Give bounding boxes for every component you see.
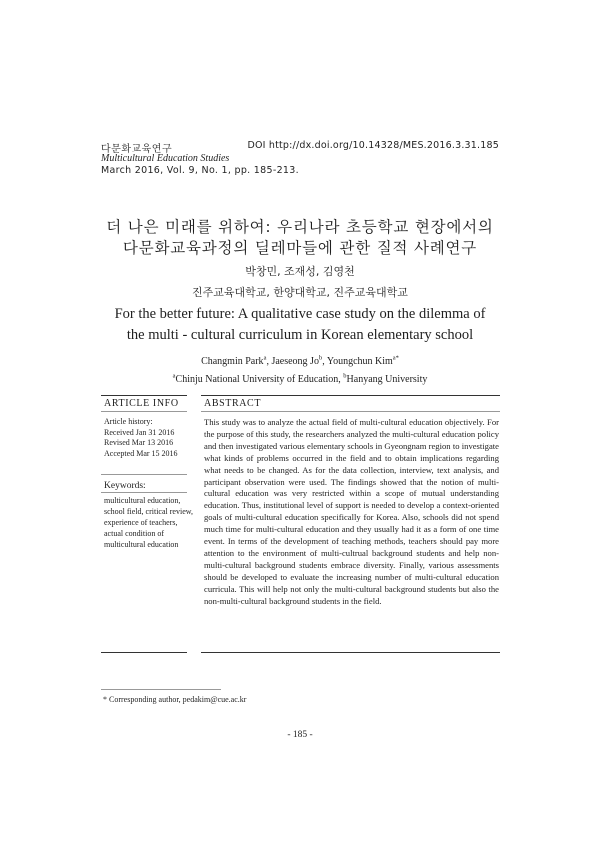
author-affiliation-mark: a [263, 354, 267, 362]
affiliation-text: Hanyang University [346, 374, 428, 385]
abstract-heading-rule [201, 411, 500, 412]
author-name: Jaeseong Jo [271, 356, 319, 367]
author-separator: , [266, 356, 272, 367]
history-label: Article history: [104, 417, 153, 426]
article-history [104, 417, 178, 459]
article-info-top-rule [101, 395, 187, 396]
abstract-bottom-rule [201, 652, 500, 653]
page-number: - 185 - [287, 730, 313, 740]
author-name: Youngchun Kim [326, 356, 393, 367]
journal-title-english: Multicultural Education Studies [101, 153, 230, 164]
english-authors [0, 356, 600, 367]
abstract-text: This study was to analyze the actual field of multi-cultural education objectively. For the purpose of this study, the researchers analyzed the multi-cultural education policy and then investigated various elementary schools in Gyeongnam region to investigate what kinds of problems occurred in the field and to obtain implications regarding what needs to be changed. As for the data collection, interview, text analysis, and participant observation were used. The findings showed that the notion of multi-cultural education was very restricted within a scope of mutual understanding education. Thus, institutional level of support is needed to develop a context-oriented goals of multi-cultural education specifically for Korea. Also, schools did not spend much time for multi-cultural education and they usually had it as a form of one time event. In terms of the development of teaching methods, teachers should pay more attention to the environment of multi-cultrual background students and help non-multi-cultural background students embrace diversity. Finally, various assessments should be developed to evaluate the increasing number of multi-cultural education curricula. This will help not only the multi-cultural background students but also the non-multi-cultural background students in the field. [204, 417, 499, 606]
korean-title-line-1: 더 나은 미래를 위하여: 우리나라 초등학교 현장에서의 [106, 218, 494, 236]
abstract-top-rule [201, 395, 500, 396]
accepted-date: Accepted Mar 15 2016 [104, 448, 178, 458]
korean-title-line-2: 다문화교육과정의 딜레마들에 관한 질적 사례연구 [122, 239, 478, 257]
english-affiliations [0, 374, 600, 385]
revised-date: Revised Mar 13 2016 [104, 438, 174, 447]
author-affiliation-mark: a* [392, 354, 399, 362]
korean-affiliations: 진주교육대학교, 한양대학교, 진주교육대학교 [192, 286, 408, 299]
keywords-heading-rule [101, 492, 187, 493]
issue-info: March 2016, Vol. 9, No. 1, pp. 185-213. [101, 165, 299, 176]
abstract-heading: ABSTRACT [204, 398, 262, 409]
keywords-list: multicultural education, school field, critical review, experience of teachers, actual condition of multicultural education [104, 496, 193, 549]
affiliation-mark: b [343, 372, 347, 380]
journal-title-korean: 다문화교육연구 [101, 144, 173, 155]
author-name: Changmin Park [201, 356, 264, 367]
affiliation-text: Chinju National University of Education, [175, 374, 344, 385]
footnote-rule [101, 689, 221, 690]
english-title-line-1: For the better future: A qualitative case study on the dilemma of [114, 306, 486, 322]
doi-link[interactable]: DOI http://dx.doi.org/10.14328/MES.2016.3.31.185 [247, 140, 499, 151]
article-info-bottom-rule [101, 652, 187, 653]
received-date: Received Jan 31 2016 [104, 427, 175, 437]
article-info-heading: ARTICLE INFO [104, 398, 179, 409]
korean-authors: 박창민, 조재성, 김영천 [245, 265, 355, 278]
author-separator: , [322, 356, 327, 367]
english-title-line-2: the multi - cultural curriculum in Korean elementary school [126, 327, 474, 343]
history-divider [101, 474, 187, 475]
affiliation-mark: a [172, 372, 176, 380]
author-affiliation-mark: b [318, 354, 323, 362]
keywords-heading: Keywords: [104, 481, 146, 491]
article-info-heading-rule [101, 411, 187, 412]
corresponding-author-footnote: * Corresponding author, pedakim@cue.ac.kr [103, 695, 247, 704]
